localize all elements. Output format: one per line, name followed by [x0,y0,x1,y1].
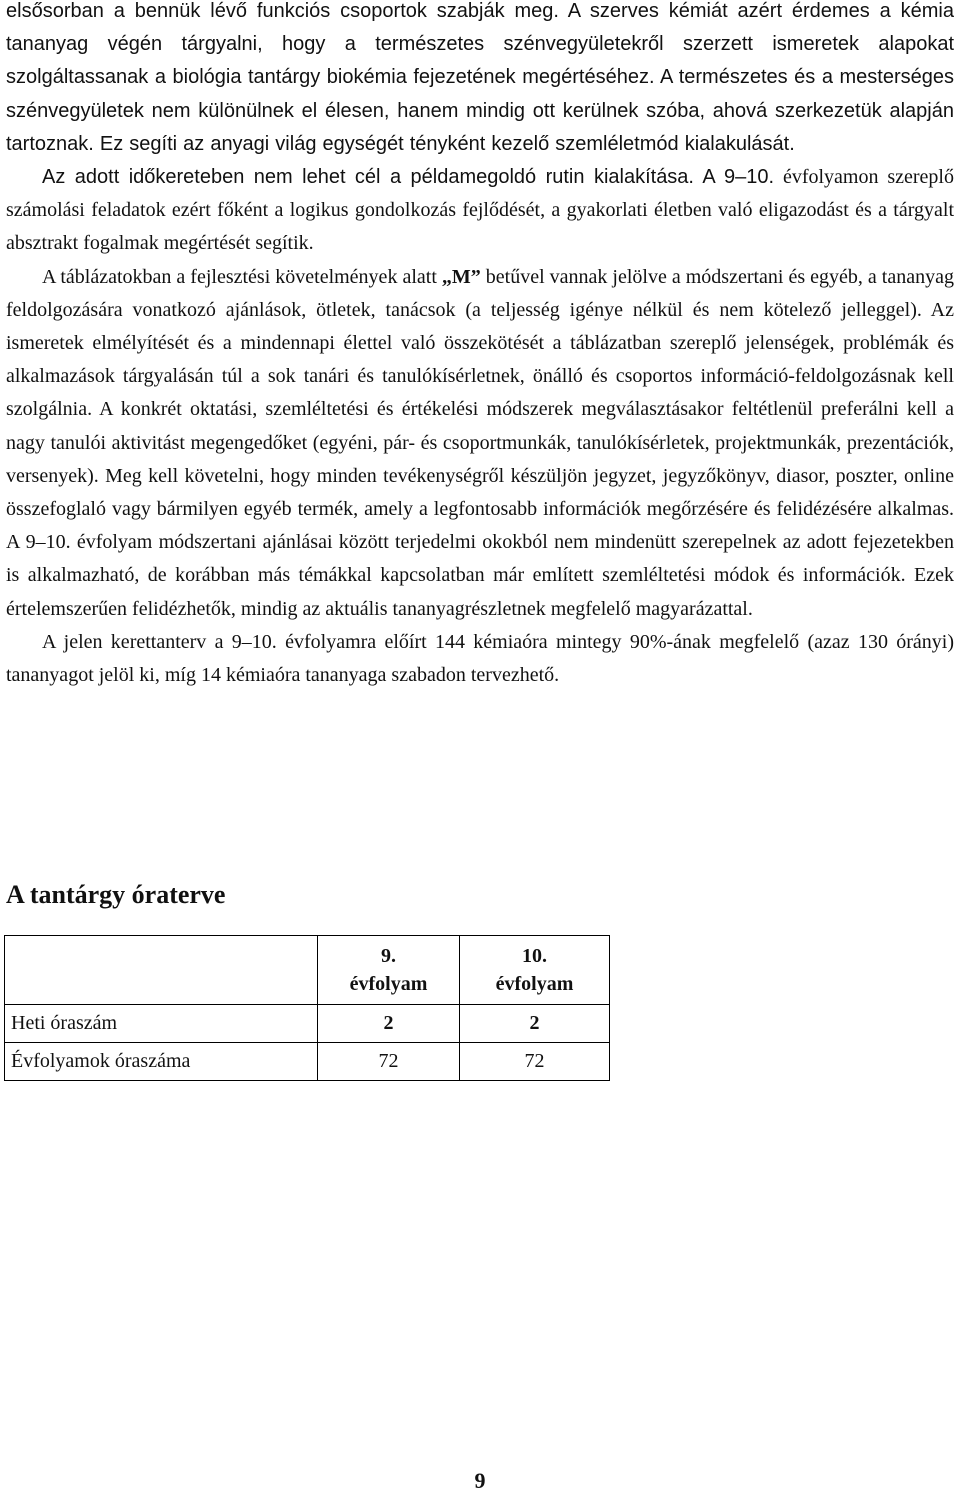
yearly-hours-grade-9: 72 [318,1043,460,1081]
grade-9-label: évfolyam [349,973,428,995]
paragraph-methodology-start: A táblázatokban a fejlesztési követelmények alatt [42,265,442,288]
paragraph-organic-chemistry: elsősorban a bennük lévő funkciós csoportok szabják meg. A szerves kémiát azért érdemes a kémia tananyag végén tárgyalni, hogy a természetes szénvegyületekről szerzett ismeretek alapokat szolgáltassanak a biológia tantárgy biokémia fejezetének megértéséhez. A természetes és a mesterséges szénvegyületek nem különülnek el élesen, hanem mindig ott kerülnek szóba, ahová szerkezetük alapján tartoznak. Ez segíti az anyagi világ egységét tényként kezelő szemléletmód kialakulását. [6,0,954,155]
paragraph-framework-hours: A jelen kerettanterv a 9–10. évfolyamra előírt 144 kémiaóra mintegy 90%-ának megfelelő (azaz 130 órányi) tananyagot jelöl ki, míg 14 kémiaóra tananyaga szabadon tervezhető. [6,630,954,687]
grade-9-number: 9. [381,945,396,967]
hours-table-header-empty [5,936,318,1005]
hours-table-header-row [5,936,610,1005]
m-marker: „M” [441,265,481,288]
paragraph-time-frame-rest: évfolyamon szereplő számolási feladatok ezért főként a logikus gondolkozás fejlődését, a gyakorlati életben való eligazodást és a tárgyalt absztrakt fogalmak megértését segítik. [6,166,954,255]
paragraph-time-frame [6,161,954,261]
grade-10-number: 10. [522,945,547,967]
hours-table-header-grade-10 [460,936,610,1005]
section-title: A tantárgy óraterve [6,880,226,909]
table-row [5,1005,610,1043]
paragraph-methodology-rest: betűvel vannak jelölve a módszertani és egyéb, a tananyag feldolgozására vonatkozó ajánlások, ötletek, tanácsok (a teljesség igénye nélkül és nem kötelező jelleggel). Az ismeretek elmélyítését és a mindennapi élettel való összekötését a táblázatban szereplő jelenségek, problémák és alkalmazások tárgyalásán túl a sok tanári és tanulókísérletnek, önálló és csoportos információ-feldolgozásnak kell szolgálnia. A konkrét oktatási, szemléltetési és értékelési módszerek megválasztásakor feltétlenül preferálni kell a nagy tanulói aktivitást megengedőket (egyéni, pár- és csoportmunkák, tanulókísérletek, projektmunkák, prezentációk, versenyek). Meg kell követelni, hogy minden tevékenységről készüljön jegyzet, jegyzőkönyv, diasor, poszter, online összefoglaló vagy bármilyen egyéb termék, amely a legfontosabb információk megőrzésére és felidézésére alkalmas. A 9–10. évfolyam módszertani ajánlásai között terjedelmi okokból nem mindenütt szerepelnek az adott fejezetekben is alkalmazható, de korábban más témákkal kapcsolatban már említett szemléltetési módok és információk. Ezek értelemszerűen felidézhetők, mindig az aktuális tananyagrészletnek megfelelő magyarázattal. [6,265,954,620]
page-number: 9 [474,1468,486,1493]
row-label-weekly-hours: Heti óraszám [5,1005,318,1043]
paragraph-time-frame-start: Az adott időkereteben nem lehet cél a példamegoldó rutin kialakítása. A 9–10. [42,166,775,189]
paragraph-methodology [6,261,954,626]
grade-10-label: évfolyam [495,973,574,995]
table-row [5,1043,610,1081]
weekly-hours-grade-10: 2 [460,1005,610,1043]
hours-table [4,935,610,1081]
row-label-yearly-hours: Évfolyamok óraszáma [5,1043,318,1081]
page-body [6,0,954,692]
yearly-hours-grade-10: 72 [460,1043,610,1081]
hours-table-header-grade-9 [318,936,460,1005]
weekly-hours-grade-9: 2 [318,1005,460,1043]
